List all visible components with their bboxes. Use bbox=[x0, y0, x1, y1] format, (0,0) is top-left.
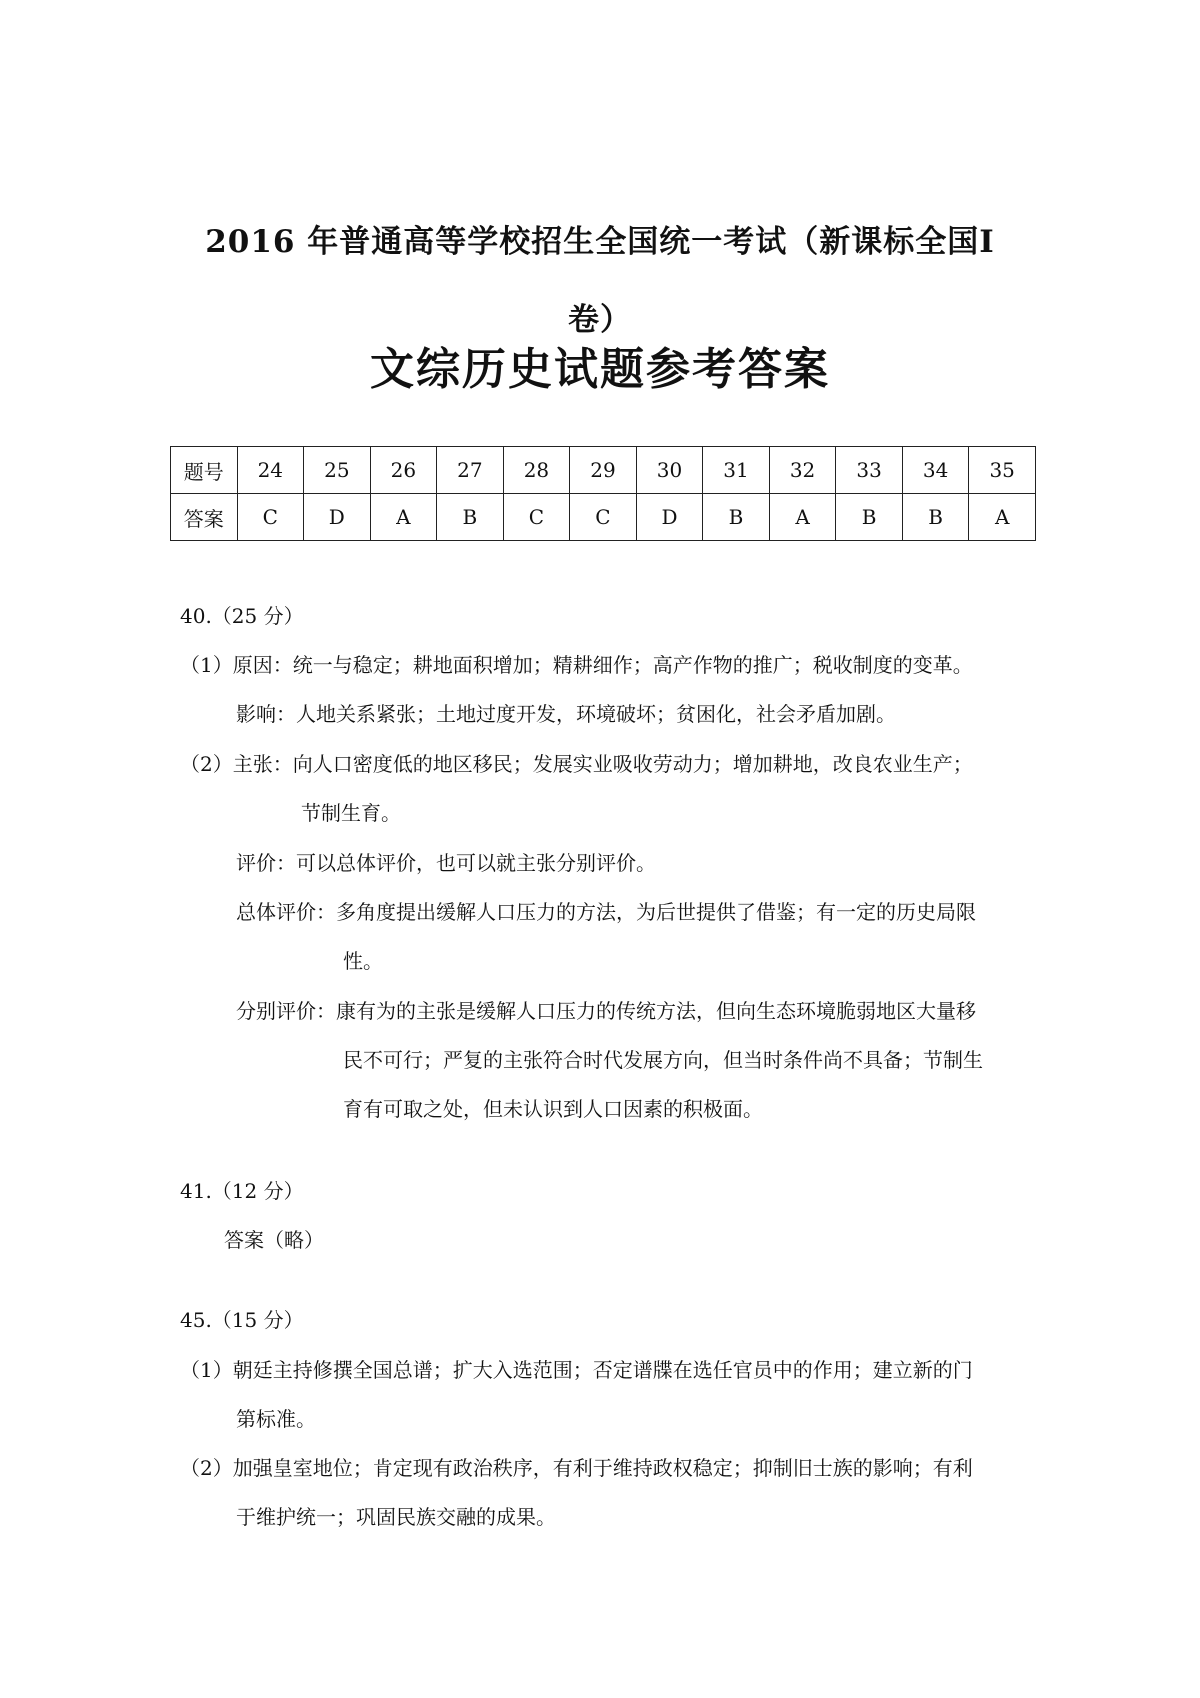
question-number-cell: 29 bbox=[570, 447, 637, 494]
q40-separate-eval-cont1: 民不可行；严复的主张符合时代发展方向，但当时条件尚不具备；节制生 bbox=[343, 1048, 983, 1072]
q40-overall-eval: 总体评价：多角度提出缓解人口压力的方法，为后世提供了借鉴；有一定的历史局限 bbox=[236, 900, 976, 924]
q45-part2: （2）加强皇室地位；肯定现有政治秩序，有利于维持政权稳定；抑制旧士族的影响；有利 bbox=[180, 1456, 973, 1480]
question-number-cell: 33 bbox=[836, 447, 903, 494]
q40-separate-eval: 分别评价：康有为的主张是缓解人口压力的传统方法，但向生态环境脆弱地区大量移 bbox=[236, 999, 976, 1023]
question-number-cell: 24 bbox=[237, 447, 304, 494]
answer-label: 答案 bbox=[171, 494, 238, 541]
q40-part1-cause: （1）原因：统一与稳定；耕地面积增加；精耕细作；高产作物的推广；税收制度的变革。 bbox=[180, 653, 973, 677]
answer-table bbox=[170, 446, 1036, 541]
q45-heading: 45.（15 分） bbox=[180, 1308, 304, 1332]
question-number-cell: 31 bbox=[703, 447, 770, 494]
answer-cell: C bbox=[503, 494, 570, 541]
answer-cell: D bbox=[636, 494, 703, 541]
q45-part2-cont: 于维护统一；巩固民族交融的成果。 bbox=[236, 1505, 556, 1529]
question-number-label: 题号 bbox=[171, 447, 238, 494]
q40-heading: 40.（25 分） bbox=[180, 604, 304, 628]
q45-part1-cont: 第标准。 bbox=[236, 1407, 316, 1431]
question-number-cell: 28 bbox=[503, 447, 570, 494]
answer-cell: C bbox=[570, 494, 637, 541]
question-number-cell: 35 bbox=[969, 447, 1036, 494]
q40-part2-claim: （2）主张：向人口密度低的地区移民；发展实业吸收劳动力；增加耕地，改良农业生产； bbox=[180, 752, 973, 776]
question-number-row bbox=[171, 447, 1036, 494]
q40-part1-effect: 影响：人地关系紧张；土地过度开发，环境破坏；贫困化，社会矛盾加剧。 bbox=[236, 702, 896, 726]
answer-cell: B bbox=[836, 494, 903, 541]
q40-overall-eval-cont: 性。 bbox=[343, 949, 383, 973]
question-number-cell: 30 bbox=[636, 447, 703, 494]
q41-heading: 41.（12 分） bbox=[180, 1179, 304, 1203]
q40-part2-eval: 评价：可以总体评价，也可以就主张分别评价。 bbox=[236, 851, 656, 875]
question-number-cell: 32 bbox=[769, 447, 836, 494]
answer-cell: B bbox=[437, 494, 504, 541]
q40-separate-eval-cont2: 育有可取之处，但未认识到人口因素的积极面。 bbox=[343, 1097, 763, 1121]
exam-title bbox=[150, 218, 1050, 344]
question-number-cell: 25 bbox=[304, 447, 371, 494]
q40-part2-claim-cont: 节制生育。 bbox=[301, 801, 401, 825]
answer-cell: A bbox=[370, 494, 437, 541]
answer-cell: A bbox=[769, 494, 836, 541]
question-number-cell: 27 bbox=[437, 447, 504, 494]
document-title: 文综历史试题参考答案 bbox=[370, 344, 830, 395]
answer-cell: C bbox=[237, 494, 304, 541]
answer-cell: A bbox=[969, 494, 1036, 541]
answer-cell: B bbox=[703, 494, 770, 541]
exam-title-line1: 2016 年普通高等学校招生全国统一考试（新课标全国Ⅰ bbox=[205, 224, 995, 260]
question-number-cell: 26 bbox=[370, 447, 437, 494]
q45-part1: （1）朝廷主持修撰全国总谱；扩大入选范围；否定谱牒在选任官员中的作用；建立新的门 bbox=[180, 1358, 973, 1382]
answer-cell: D bbox=[304, 494, 371, 541]
answer-row bbox=[171, 494, 1036, 541]
exam-title-line2: 卷） bbox=[568, 302, 632, 338]
q41-answer: 答案（略） bbox=[224, 1228, 324, 1252]
question-number-cell: 34 bbox=[902, 447, 969, 494]
answer-cell: B bbox=[902, 494, 969, 541]
